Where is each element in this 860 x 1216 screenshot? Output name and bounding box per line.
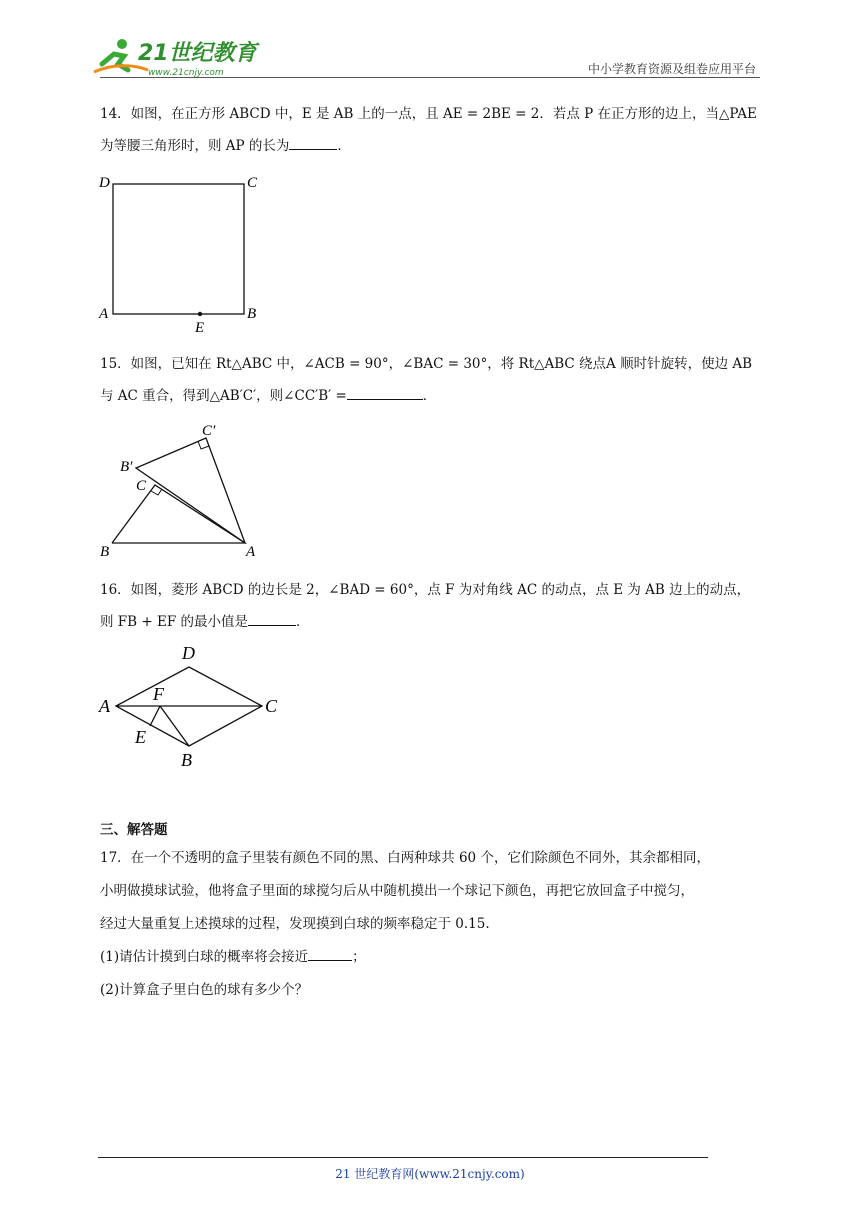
section-title: 三、解答题 <box>100 822 168 838</box>
q14-answer-blank[interactable] <box>289 135 337 150</box>
q16-label-A: A <box>99 696 110 716</box>
q16-label-C: C <box>265 696 278 716</box>
q14-line-2-text: 为等腰三角形时，则 AP 的长为 <box>100 138 290 154</box>
q16-answer-blank[interactable] <box>248 611 296 626</box>
q16-line-2-text: 则 FB + EF 的最小值是 <box>100 614 248 630</box>
logo-url-text: www.21cnjy.com <box>148 68 224 78</box>
q14-label-A: A <box>99 306 109 322</box>
q16-label-E: E <box>135 727 146 747</box>
q16-line-2 <box>100 606 762 638</box>
q17-part-2: (2)计算盒子里白色的球有多少个？ <box>100 982 309 998</box>
question-17 <box>100 842 762 1007</box>
q17-part-1-end: ； <box>352 949 366 965</box>
q17-part-1 <box>100 941 762 974</box>
footer-divider <box>98 1157 708 1158</box>
q17-answer-blank[interactable] <box>308 946 352 961</box>
q16-label-F: F <box>153 684 164 704</box>
q15-label-A: A <box>246 544 256 560</box>
q14-label-D: D <box>99 175 110 191</box>
q14-figure-square <box>96 172 266 342</box>
q15-label-C-prime: C′ <box>202 423 216 439</box>
q15-line-1: 15．如图，已知在 Rt△ABC 中，∠ACB = 90°，∠BAC = 30°，将 Rt△ABC 绕点A 顺时针旋转，使边 AB <box>100 356 753 372</box>
question-15 <box>100 348 762 412</box>
q16-line-1: 16．如图，菱形 ABCD 的边长是 2，∠BAD = 60°，点 F 为对角线 AC 的动点，点 E 为 AB 边上的动点， <box>100 582 751 598</box>
q17-line-3: 经过大量重复上述摸球的过程，发现摸到白球的频率稳定于 0.15. <box>100 916 490 932</box>
q15-line-2-end: ． <box>422 388 437 404</box>
q15-label-C: C <box>136 478 147 494</box>
logo-main-text: 21世纪教育 <box>138 41 257 66</box>
question-14 <box>100 98 762 162</box>
q15-answer-blank[interactable] <box>347 385 423 400</box>
q15-label-B: B <box>100 544 110 560</box>
q17-part-1-text: (1)请估计摸到白球的概率将会接近 <box>100 949 309 965</box>
q14-label-C: C <box>247 175 258 191</box>
header-platform-name: 中小学教育资源及组卷应用平台 <box>587 62 756 76</box>
q16-label-D: D <box>182 643 195 663</box>
question-16 <box>100 574 762 638</box>
q17-line-2: 小明做摸球试验，他将盒子里面的球搅匀后从中随机摸出一个球记下颜色，再把它放回盒子中搅匀， <box>100 883 694 899</box>
q16-line-2-end: ． <box>296 614 310 630</box>
footer-link[interactable]: 21 世纪教育网(www.21cnjy.com) <box>335 1167 525 1181</box>
q14-line-2 <box>100 130 762 162</box>
site-logo <box>92 34 262 80</box>
q17-line-1: 17．在一个不透明的盒子里装有颜色不同的黑、白两种球共 60 个，它们除颜色不同外，其余都相同， <box>100 850 710 866</box>
q14-line-2-end: ． <box>337 138 351 154</box>
q14-label-E: E <box>195 320 205 336</box>
q16-figure-rhombus <box>96 640 296 776</box>
q14-label-B: B <box>247 306 257 322</box>
q15-line-2 <box>100 380 762 412</box>
q15-line-2-text: 与 AC 重合，得到△AB′C′，则∠CC′B′ = <box>100 388 347 404</box>
header-divider <box>100 77 760 78</box>
q15-label-B-prime: B′ <box>120 459 133 475</box>
q15-figure-triangles <box>96 420 266 564</box>
q16-label-B: B <box>181 750 192 770</box>
q14-line-1: 14．如图，在正方形 ABCD 中，E 是 AB 上的一点，且 AE = 2BE = 2．若点 P 在正方形的边上，当△PAE <box>100 106 757 122</box>
